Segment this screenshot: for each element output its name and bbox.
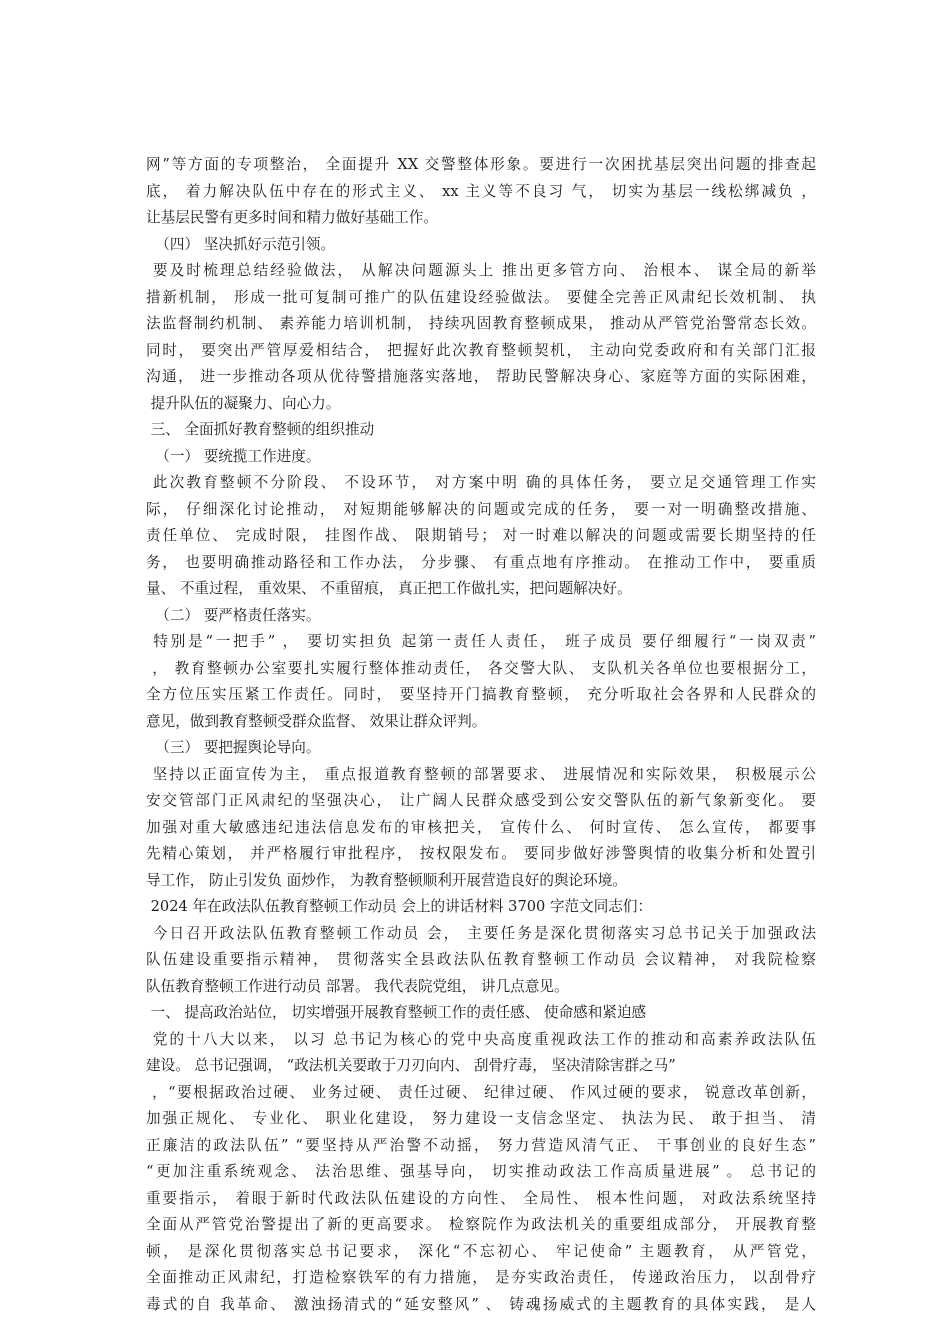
text-line: 先精心策划， 并严格履行审批程序， 按权限发布。 要同步做好涉警舆情的收集分析和处置引 xyxy=(146,845,816,862)
document-body xyxy=(146,152,816,1318)
text-line: 顿， 是深化贯彻落实总书记要求， 深化“不忘初心、 牢记使命” 主题教育， 从严管党， xyxy=(146,1242,816,1260)
text-line: 沟通， 进一步推动各项从优待警措施落实落地， 帮助民警解决身心、家庭等方面的实际困难， xyxy=(146,368,816,385)
text-line: 队伍教育整顿工作进行动员 部署。 我代表院党组， 讲几点意见。 xyxy=(146,977,569,995)
text-line: 重要指示， 着眼于新时代政法队伍建设的方向性、 全局性、 根本性问题， 对政法系统坚持 xyxy=(146,1189,816,1207)
text-line: 底， 着力解决队伍中存在的形式主义、 xx 主义等不良习 气， 切实为基层一线松绑减负 ， xyxy=(146,182,816,200)
text-line: 提升队伍的凝聚力、向心力。 xyxy=(146,394,341,412)
text-line: ，“要根据政治过硬、 业务过硬、 责任过硬、 纪律过硬、 作风过硬的要求， 锐意改革创新， xyxy=(146,1083,816,1101)
text-line: 毒式的自 我革命、 激浊扬清式的“延安整风” 、 铸魂扬威式的主题教育的具体实践， 是人 xyxy=(146,1295,816,1313)
text-line: 全面从严管党治警提出了新的更高要求。 检察院作为政法机关的重要组成部分， 开展教育整 xyxy=(146,1216,816,1233)
text-line: 特别是“一把手” ， 要切实担负 起第一责任人责任， 班子成员 要仔细履行“一岗双责” xyxy=(146,633,816,650)
text-line: 一、 提高政治站位， 切实增强开展教育整顿工作的责任感、 使命感和紧迫感 xyxy=(146,1004,647,1021)
text-line: 此次教育整顿不分阶段、 不设环节， 对方案中明 确的具体任务， 要立足交通管理工作实 xyxy=(146,474,816,491)
text-line: 意见，做到教育整顿受群众监督、 效果让群众评判。 xyxy=(146,712,487,730)
text-line: 三、 全面抓好教育整顿的组织推动 xyxy=(146,421,375,438)
text-line: 今日召开政法队伍教育整顿工作动员 会， 主要任务是深化贯彻落实习总书记关于加强政法 xyxy=(146,924,816,942)
text-line: 全方位压实压紧工作责任。同时， 要坚持开门搞教育整顿， 充分听取社会各界和人民群众的 xyxy=(146,686,816,703)
text-line: 加强正规化、 专业化、 职业化建设， 努力建设一支信念坚定、 执法为民、 敢于担当、 清 xyxy=(146,1110,816,1127)
text-line: 队伍建设重要指示精神， 贯彻落实全县政法队伍教育整顿工作动员 会议精神， 对我院检察 xyxy=(146,951,816,968)
text-line: 要及时梳理总结经验做法， 从解决问题源头上 推出更多管方向、 治根本、 谋全局的新举 xyxy=(146,262,816,279)
text-line: 同时， 要突出严管厚爱相结合， 把握好此次教育整顿契机， 主动向党委政府和有关部门汇报 xyxy=(146,341,816,359)
text-line: 党的十八大以来， 以习 总书记为核心的党中央高度重视政法工作的推动和高素养政法队伍 xyxy=(146,1030,816,1048)
text-line: 际， 仔细深化讨论推动， 对短期能够解决的问题或完成的任务， 要一对一明确整改措施、 xyxy=(146,500,816,518)
text-line: 建设。 总书记强调， “政法机关要敢于刀刃向内、 刮骨疗毒， 坚决清除害群之马” xyxy=(146,1057,676,1074)
text-line: 坚持以正面宣传为主， 重点报道教育整顿的部署要求、 进展情况和实际效果， 积极展示公 xyxy=(146,765,816,783)
text-line: 务， 也要明确推动路径和工作办法， 分步骤、 有重点地有序推动。 在推动工作中， 要重质 xyxy=(146,553,816,571)
text-line: （三） 要把握舆论导向。 xyxy=(146,739,321,756)
text-line: 让基层民警有更多时间和精力做好基础工作。 xyxy=(146,209,438,226)
text-line: 正廉洁的政法队伍” “要坚持从严治警不动摇， 努力营造风清气正、 干事创业的良好生态” xyxy=(146,1136,816,1154)
text-line: “更加注重系统观念、 法治思维、强基导向， 切实推动政法工作高质量进展” 。 总书记的 xyxy=(146,1163,816,1180)
text-line: 全面推动正风肃纪，打造检察铁军的有力措施， 是夯实政治责任， 传递政治压力， 以刮骨疗 xyxy=(146,1269,816,1286)
text-line: （一） 要统揽工作进度。 xyxy=(146,447,321,465)
text-line: ， 教育整顿办公室要扎实履行整体推动责任， 各交警大队、 支队机关各单位也要根据分工， xyxy=(146,659,816,677)
text-line: 安交管部门正风肃纪的坚强决心， 让广阔人民群众感受到公安交警队伍的新气象新变化。 要 xyxy=(146,792,816,809)
text-line: 网”等方面的专项整治， 全面提升 XX 交警整体形象。要进行一次困扰基层突出问题的排查起 xyxy=(146,156,816,173)
text-line: 责任单位、 完成时限， 挂图作战、 限期销号； 对一时难以解决的问题或需要长期坚持的任 xyxy=(146,527,816,544)
text-line: （四） 坚决抓好示范引领。 xyxy=(146,235,336,253)
text-line: 措新机制， 形成一批可复制可推广的队伍建设经验做法。 要健全完善正风肃纪长效机制、 执 xyxy=(146,288,816,306)
text-line: （二） 要严格责任落实。 xyxy=(146,606,321,624)
text-line: 导工作， 防止引发负 面炒作， 为教育整顿顺利开展营造良好的舆论环境。 xyxy=(146,871,627,889)
text-line: 加强对重大敏感违纪违法信息发布的审核把关， 宣传什么、 何时宣传、 怎么宣传， 都要事 xyxy=(146,818,816,836)
text-line: 量、 不重过程， 重效果、 不重留痕， 真正把工作做扎实，把问题解决好。 xyxy=(146,580,632,597)
text-line: 法监督制约机制、 素养能力培训机制， 持续巩固教育整顿成果， 推动从严管党治警常态长效。 xyxy=(146,315,816,332)
text-line: 2024 年在政法队伍教育整顿工作动员 会上的讲话材料 3700 字范文同志们： xyxy=(146,898,653,915)
